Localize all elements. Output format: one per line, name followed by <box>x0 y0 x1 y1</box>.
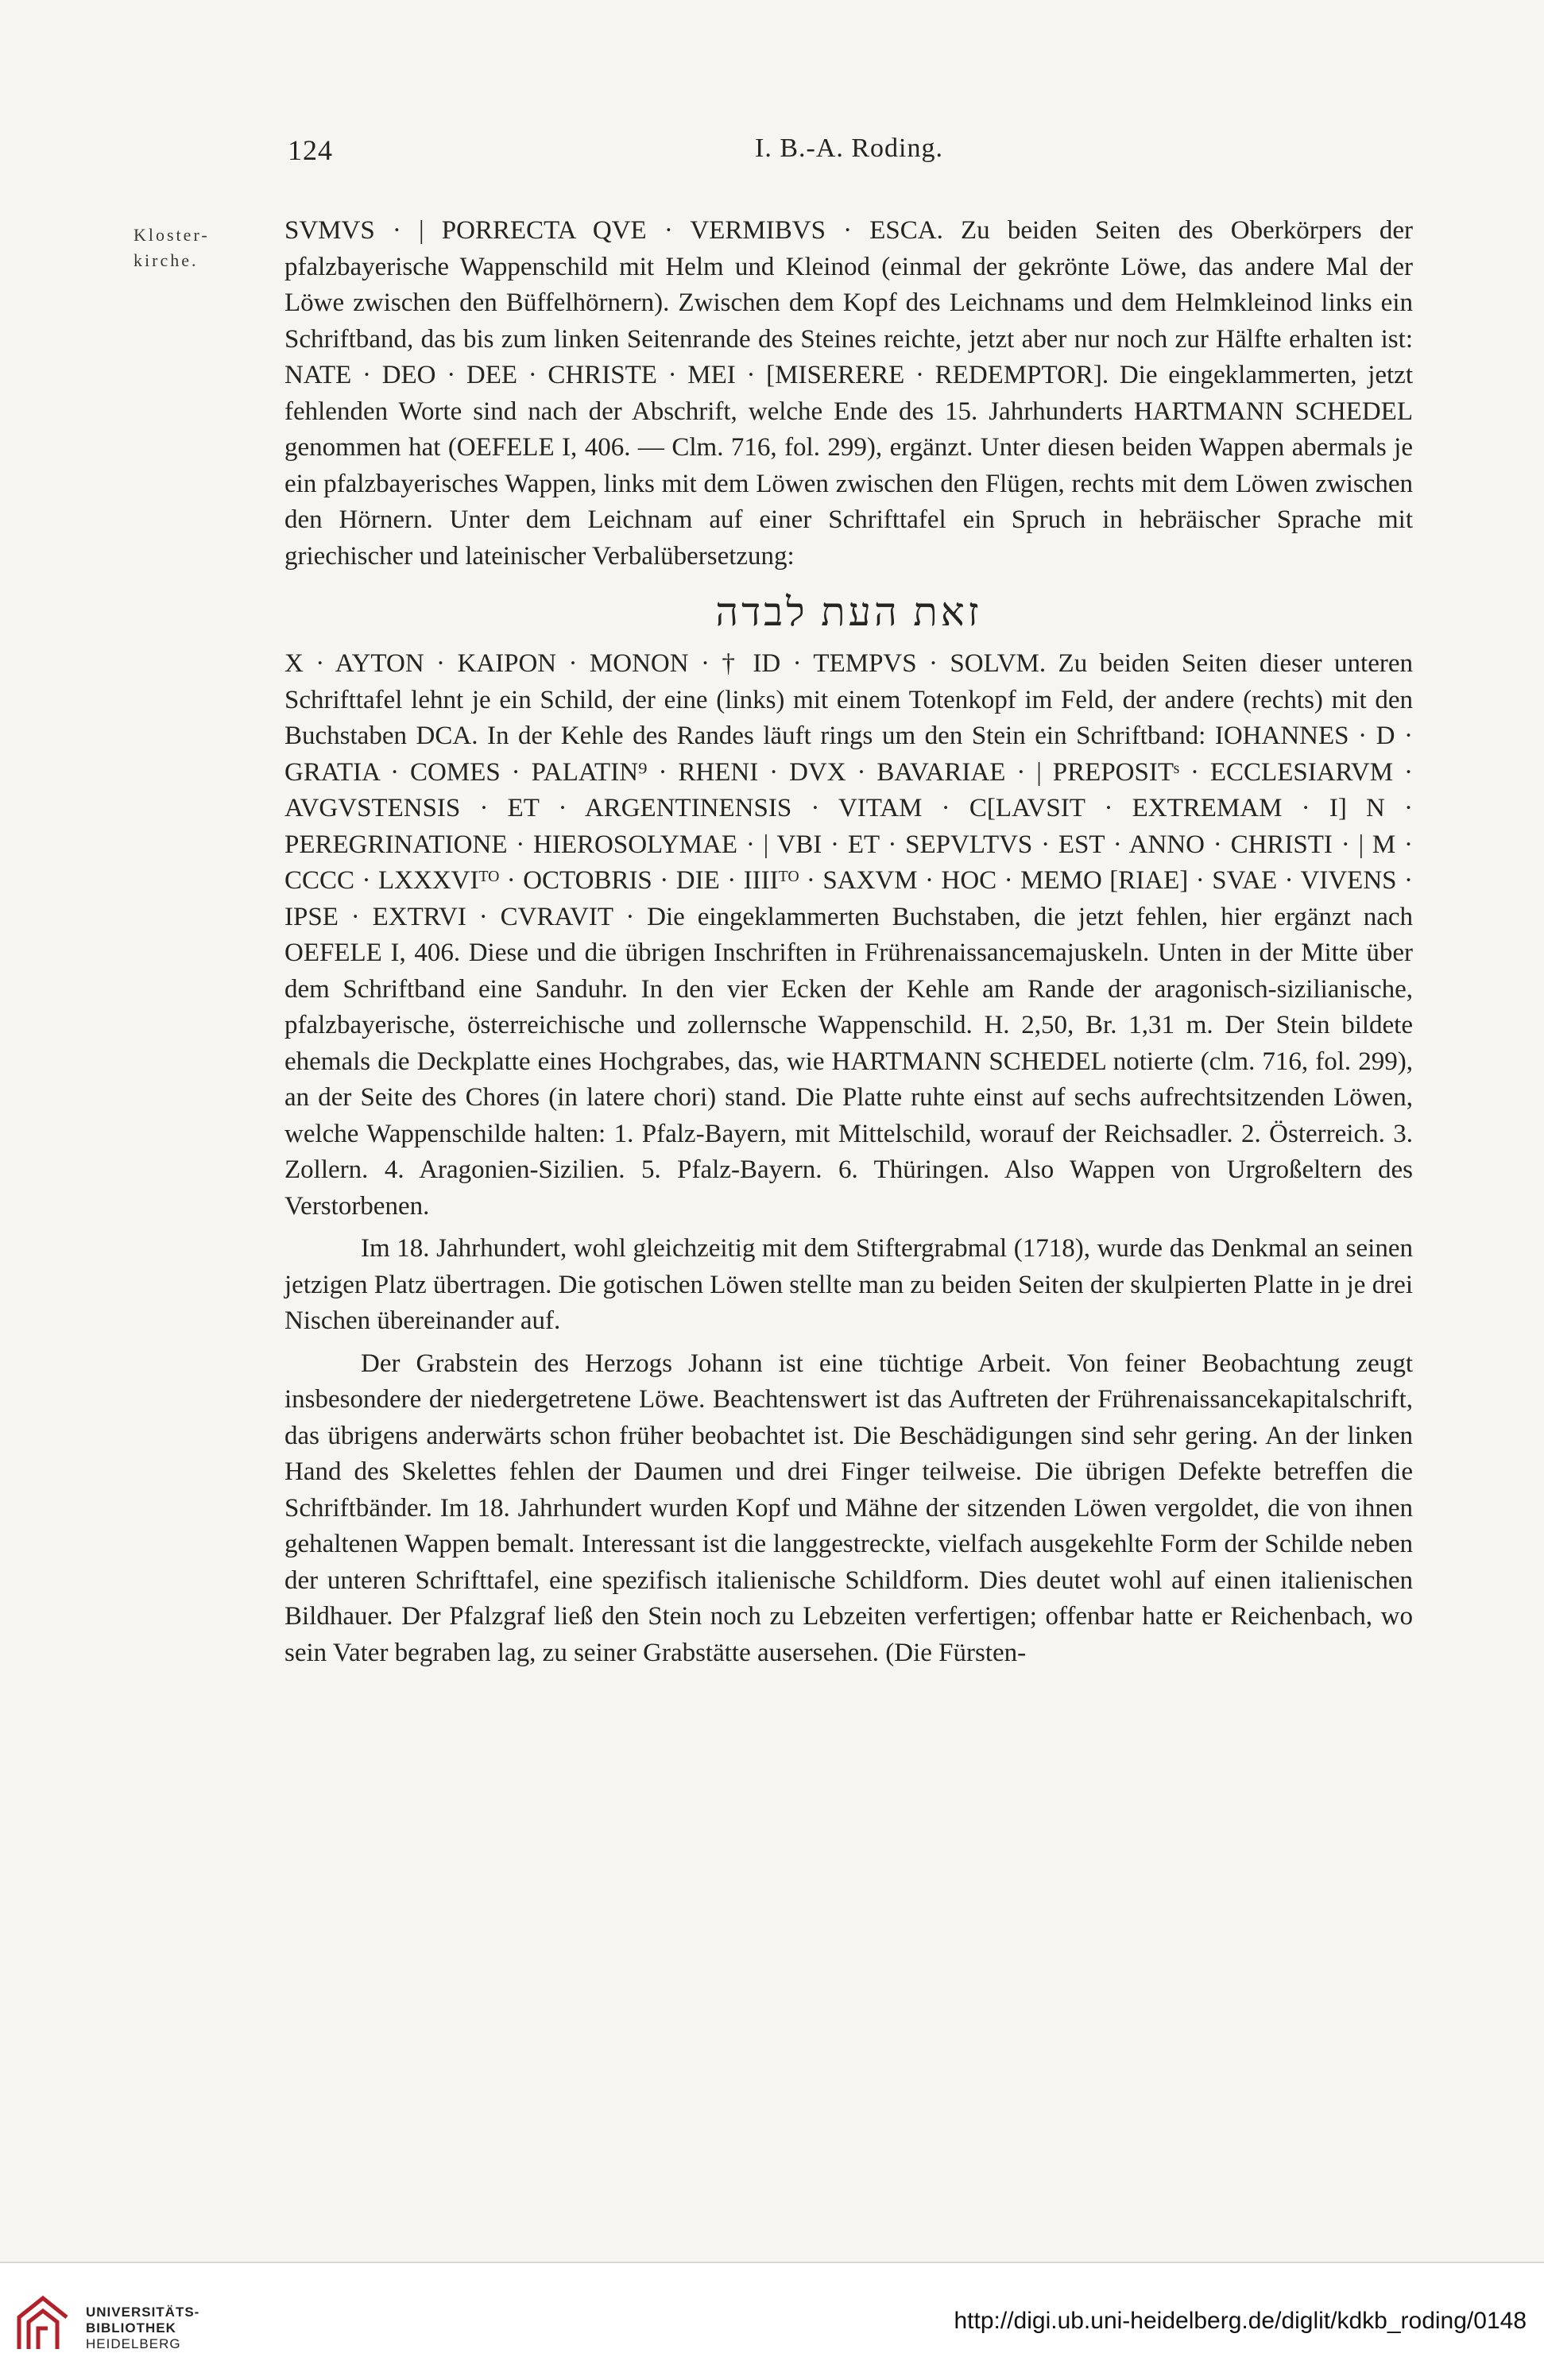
hebrew-inscription: זאת העת לבדה <box>715 590 982 634</box>
paragraph: X · AYTON · KAIPON · MONON · † ID · TEMPVS · SOLVM. Zu beiden Seiten dieser unteren Schrifttafel lehnt je ein Schild, der eine (links) mit einem Totenkopf im Feld, der andere (rechts) mit den Buchstaben DCA. In der Kehle des Randes läuft rings um den Stein ein Schriftband: IOHANNES · D · GRATIA · COMES · PALATIN⁹ · RHENI · DVX · BAVARIAE · | PREPOSITˢ · ECCLESIARVM · AVGVSTENSIS · ET · ARGENTINENSIS · VITAM · C[LAVSIT · EXTREMAM · I] N · PEREGRINATIONE · HIEROSOLYMAE · | VBI · ET · SEPVLTVS · EST · ANNO · CHRISTI · | M · CCCC · LXXXVIᵀᴼ · OCTOBRIS · DIE · IIIIᵀᴼ · SAXVM · HOC · MEMO [RIAE] · SVAE · VIVENS · IPSE · EXTRVI · CVRAVIT · Die eingeklammerten Buchstaben, die jetzt fehlen, hier ergänzt nach OEFELE I, 406. Diese und die übrigen Inschriften in Frührenaissancemajuskeln. Unten in der Mitte über dem Schriftband eine Sanduhr. In den vier Ecken der Kehle am Rande der aragonisch-sizilianische, pfalzbayerische, österreichische und zollernsche Wappenschild. H. 2,50, Br. 1,31 m. Der Stein bildete ehemals die Deckplatte eines Hochgrabes, das, wie HARTMANN SCHEDEL notierte (clm. 716, fol. 299), an der Seite des Chores (in latere chori) stand. Die Platte ruhte einst auf sechs aufrechtsitzenden Löwen, welche Wappenschilde halten: 1. Pfalz-Bayern, mit Mittelschild, worauf der Reichsadler. 2. Österreich. 3. Zollern. 4. Aragonien-Sizilien. 5. Pfalz-Bayern. 6. Thüringen. Also Wappen von Urgroßeltern des Verstorbenen. <box>284 649 1413 1221</box>
footer-band <box>0 2262 1544 2380</box>
library-name-line: UNIVERSITÄTS- <box>86 2305 200 2320</box>
running-head: I. B.-A. Roding. <box>755 134 943 163</box>
library-name-line: HEIDELBERG <box>86 2336 181 2351</box>
source-url-link[interactable]: http://digi.ub.uni-heidelberg.de/diglit/kdkb_roding/0148 <box>954 2308 1527 2334</box>
paragraph: SVMVS · | PORRECTA QVE · VERMIBVS · ESCA. Zu beiden Seiten des Oberkörpers der pfalzbayerische Wappenschild mit Helm und Kleinod (einmal der gekrönte Löwe, das andere Mal der Löwe zwischen den Büffelhörnern). Zwischen dem Kopf des Leichnams und dem Helmkleinod links ein Schriftband, das bis zum linken Seitenrande des Steines reichte, jetzt aber nur noch zur Hälfte erhalten ist: NATE · DEO · DEE · CHRISTE · MEI · [MISERERE · REDEMPTOR]. Die eingeklammerten, jetzt fehlenden Worte sind nach der Abschrift, welche Ende des 15. Jahrhunderts HARTMANN SCHEDEL genommen hat (OEFELE I, 406. — Clm. 716, fol. 299), ergänzt. Unter diesen beiden Wappen abermals je ein pfalzbayerisches Wappen, links mit dem Löwen zwischen den Flügen, rechts mit dem Löwen zwischen den Hörnern. Unter dem Leichnam auf einer Schrifttafel ein Spruch in hebräischer Sprache mit griechischer und lateinischer Verbalübersetzung: <box>284 216 1413 571</box>
paragraph: Der Grabstein des Herzogs Johann ist eine tüchtige Arbeit. Von feiner Beobachtung zeugt insbesondere der niedergetretene Löwe. Beachtenswert ist das Auftreten der Frührenaissancekapitalschrift, das übrigens anderwärts schon früher beobachtet ist. Die Beschädigungen sind sehr gering. An der linken Hand des Skelettes fehlen der Daumen und drei Finger teilweise. Die übrigen Defekte betreffen die Schriftbänder. Im 18. Jahrhundert wurden Kopf und Mähne der sitzenden Löwen vergoldet, die von ihnen gehaltenen Wappen bemalt. Interessant ist die langgestreckte, vielfach ausgekehlte Form der Schilde neben der unteren Schrifttafel, eine spezifisch italienische Schildform. Dies deutet wohl auf einen italienischen Bildhauer. Der Pfalzgraf ließ den Stein noch zu Lebzeiten verfertigen; offenbar hatte er Reichenbach, wo sein Vater begraben lag, zu seiner Grabstätte ausersehen. (Die Fürsten- <box>284 1349 1413 1667</box>
paragraph: Im 18. Jahrhundert, wohl gleichzeitig mit dem Stiftergrabmal (1718), wurde das Denkmal an seinen jetzigen Platz übertragen. Die gotischen Löwen stellte man zu beiden Seiten der skulpierten Platte in je drei Nischen übereinander auf. <box>284 1234 1413 1335</box>
page-number: 124 <box>288 134 333 166</box>
margin-note <box>134 223 273 273</box>
margin-note-line: kirche. <box>134 250 199 270</box>
library-name-line: BIBLIOTHEK <box>86 2320 176 2335</box>
margin-note-line: Kloster- <box>134 225 210 245</box>
body-text <box>284 213 1413 1671</box>
page-header <box>0 134 1544 173</box>
library-name[interactable] <box>86 2305 199 2352</box>
library-logo-icon[interactable] <box>14 2293 75 2354</box>
